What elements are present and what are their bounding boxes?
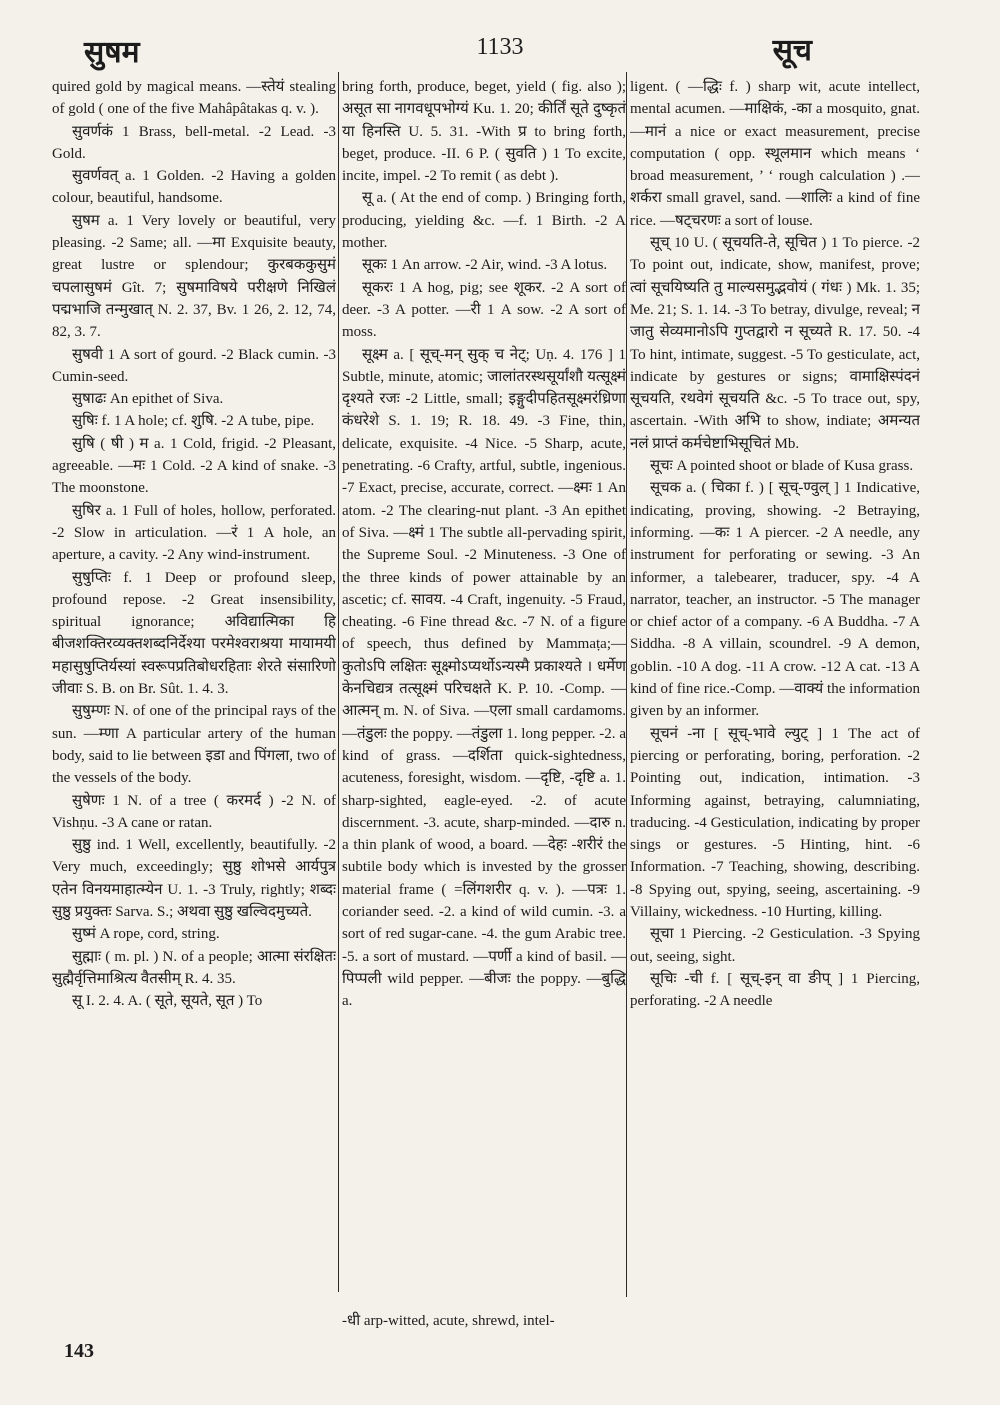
dictionary-entry: सूकरः 1 A hog, pig; see शूकर. -2 A sort of deer. -3 A potter. —री 1 A sow. -2 A sort of moss. xyxy=(342,279,626,341)
dictionary-entry: सुवर्णकं 1 Brass, bell-metal. -2 Lead. -3 Gold. xyxy=(52,123,336,162)
dictionary-entry: सूकः 1 An arrow. -2 Air, wind. -3 A lotus. xyxy=(362,257,608,274)
dictionary-entry: सूचक a. ( चिका f. ) [ सूच्-ण्वुल् ] 1 Indicative, indicating, proving, showing. -2 Betraying, informing. —कः 1 A piercer. -2 A needle, any instrument for perforating or sewing. -3 An informer, a talebearer, traducer, spy. -4 A narrator, teacher, an instructor. -5 The manager or chief actor of a company. -6 A Buddha. -7 A Siddha. -8 A villain, scoundrel. -9 A demon, goblin. -10 A dog. -11 A crow. -12 A cat. -13 A kind of fine rice.-Comp. —वाक्यं the information given by an informer. xyxy=(630,480,920,720)
dictionary-column-1 xyxy=(52,76,336,1346)
column-divider xyxy=(338,72,339,1292)
dictionary-entry: सू I. 2. 4. A. ( सूते, सूयते, सूत ) To xyxy=(72,993,263,1010)
dictionary-entry: सुषाढः An epithet of Siva. xyxy=(72,391,224,408)
page-number: 1133 xyxy=(476,34,524,60)
dictionary-entry: सुषेणः 1 N. of a tree ( करमर्द ) -2 N. of Vishṇu. -3 A cane or ratan. xyxy=(52,792,336,831)
page-header xyxy=(40,24,960,68)
dictionary-entry: सुषि ( षी ) म a. 1 Cold, frigid. -2 Pleasant, agreeable. —मः 1 Cold. -2 A kind of snake. -3 The moonstone. xyxy=(52,435,336,497)
dictionary-entry: सूचनं -ना [ सूच्-भावे ल्युट् ] 1 The act of piercing or perforating, boring, perforation. -2 Pointing out, indication, intimation. -3 Informing against, betraying, calumniating, traducing. -4 Gesticulation, indicating by proper sings or gestures. -5 Hinting, hint. -6 Information. -7 Teaching, showing, describing. -8 Spying out, spying, seeing, ascertaining. -9 Villainy, wickedness. -10 Hurting, killing. xyxy=(630,725,920,920)
dictionary-entry: सुषुप्तिः f. 1 Deep or profound sleep, profound repose. -2 Great insensibility, spiritual ignorance; अविद्यात्मिका हि बीजशक्तिरव्यक्तशब्दनिर्देश्या परमेश्वराश्रया मायामयी महासुषुप्तिर्यस्यां स्वरूपप्रतिबोधरहिताः शेरते संसारिणो जीवाः S. B. on Br. Sût. 1. 4. 3. xyxy=(52,569,336,698)
dictionary-column-3 xyxy=(630,76,920,1346)
dictionary-entry: सुषुम्णः N. of one of the principal rays of the sun. —म्णा A particular artery of the human body, said to lie between इडा and पिंगला, two of the vessels of the body. xyxy=(52,703,336,787)
signature-mark: 143 xyxy=(64,1340,94,1362)
dictionary-entry: सुषम a. 1 Very lovely or beautiful, very pleasing. -2 Same; all. —मा Exquisite beauty, great lustre or splendour; कुरबककुसुमं चपलासुषमं Gît. 7; सुषमाविषये परीक्षणे निखिलं पद्मभाजि तन्मुखात् N. 2. 37, Bv. 1 26, 2. 12, 74, 82, 3. 7. xyxy=(52,212,336,341)
continuation-line: -धी arp-witted, acute, shrewd, intel- xyxy=(342,1313,555,1329)
dictionary-column-2 xyxy=(342,76,626,1321)
dictionary-entry: सूचः A pointed shoot or blade of Kusa grass. xyxy=(650,458,914,475)
dictionary-entry: सुवर्णवत् a. 1 Golden. -2 Having a golden colour, beautiful, handsome. xyxy=(52,168,336,207)
dictionary-entry: सुषिर a. 1 Full of holes, hollow, perforated. -2 Slow in articulation. —रं 1 A hole, an aperture, a cavity. -2 Any wind-instrument. xyxy=(52,502,336,564)
left-guide-word: सुषम xyxy=(84,36,140,69)
dictionary-entry: सू a. ( At the end of comp. ) Bringing forth, producing, yielding &c. —f. 1 Birth. -2 A mother. xyxy=(342,190,626,252)
entry-continuation: quired gold by magical means. —स्तेयं stealing of gold ( one of the five Mahâpâtakas q. v. ). xyxy=(52,79,336,118)
entry-continuation: bring forth, produce, beget, yield ( fig. also ); असूत सा नागवधूपभोग्यं Ku. 1. 20; कीर्तिं सूते दुष्कृतं या हिनस्ति U. 5. 31. -With प्र to bring forth, beget, produce. -II. 6 P. ( सुवति ) 1 To excite, incite, impel. -2 To remit ( as debt ). xyxy=(342,79,626,185)
dictionary-entry: सूचिः -ची f. [ सूच्-इन् वा ङीप् ] 1 Piercing, perforating. -2 A needle xyxy=(630,970,920,1010)
dictionary-entry: सुषिः f. 1 A hole; cf. शुषि. -2 A tube, pipe. xyxy=(72,413,315,430)
dictionary-entry: सूक्ष्म a. [ सूच्-मन् सुक् च नेट्; Uṇ. 4. 176 ] 1 Subtle, minute, atomic; जालांतरस्थसूर्यांशौ यत्सूक्ष्मं दृश्यते रजः -2 Little, small; इङ्गुदीपहितसूक्ष्मरंध्रिणा कंधरेशे S. 1. 19; R. 18. 49. -3 Fine, thin, delicate, exquisite. -4 Nice. -5 Sharp, acute, penetrating. -6 Crafty, artful, subtle, ingenious. -7 Exact, precise, accurate, correct. —क्ष्मः 1 An atom. -2 The clearing-nut plant. -3 An epithet of Siva. —क्ष्मं 1 The subtle all-pervading spirit, the Supreme Soul. -2 Minuteness. -3 One of the three kinds of power attainable by an ascetic; cf. सावय. -4 Craft, ingenuity. -5 Fraud, cheating. -6 Fine thread &c. -7 N. of a figure of speech, thus defined by Mammaṭa;—कुतोऽपि लक्षितः सूक्ष्मोऽप्यर्थोऽन्यस्मै प्रकाश्यते । धर्मेण केनचिद्यत्र तत्सूक्ष्मं परिचक्षते K. P. 10. -Comp. —आत्मन् m. N. of Siva. —एला small cardamoms. —तंडुलः the poppy. —तंडुला 1. long pepper. -2. a kind of grass. —दर्शिता quick-sightedness, acuteness, foresight, wisdom. —दृष्टि, -दृष्टि a. 1. sharp-sighted, eagle-eyed. -2. of acute discernment. -3. acute, sharp-minded. —दारु n. a thin plank of wood, a board. —देहः -शरीरं the subtile body which is invested by the grosser material frame ( =लिंगशरीर q. v. ). —पत्रः 1. coriander seed. -2. a kind of wild cumin. -3. a sort of red sugar-cane. -4. the gum Arabic tree. -5. a sort of mustard. —पर्णी a kind of basil. —पिप्पली wild pepper. —बीजः the poppy. —बुद्धि a. xyxy=(342,346,626,1010)
column-divider xyxy=(626,72,627,1297)
entry-continuation: ligent. ( —द्धिः f. ) sharp wit, acute intellect, mental acumen. —माक्षिकं, -का a mosquito, gnat. —मानं a nice or exact measurement, precise computation ( opp. स्थूलमान which means ‘ broad measurement, ’ ‘ rough calculation ) .—शर्करा small gravel, sand. —शालिः a kind of fine rice. —षट्चरणः a sort of louse. xyxy=(630,79,920,229)
dictionary-entry: सुह्माः ( m. pl. ) N. of a people; आत्मा संरक्षितः सुह्मैर्वृत्तिमाश्रित्य वैतसीम् R. 4. 35. xyxy=(52,948,336,987)
right-guide-word: सूच xyxy=(772,34,812,67)
dictionary-entry: सुष्ठु ind. 1 Well, excellently, beautifully. -2 Very much, exceedingly; सुष्ठु शोभसे आर्यपुत्र एतेन विनयमाहात्म्येन U. 1. -3 Truly, rightly; शब्दः सुष्ठु प्रयुक्तः Sarva. S.; अथवा सुष्ठु खल्विदमुच्यते. xyxy=(52,837,336,920)
dictionary-entry: सुषवी 1 A sort of gourd. -2 Black cumin. -3 Cumin-seed. xyxy=(52,346,336,385)
dictionary-entry: सुष्मं A rope, cord, string. xyxy=(72,926,220,943)
dictionary-entry: सूच् 10 U. ( सूचयति-ते, सूचित ) 1 To pierce. -2 To point out, indicate, show, manifest, prove; त्वां सूचयिष्यति तु माल्यसमुद्भवोयं ( गंधः ) Mk. 1. 35; Me. 21; S. 1. 14. -3 To betray, divulge, reveal; न जातु सेव्यमानोऽपि गुप्तद्वारो न सूच्यते R. 17. 50. -4 To hint, intimate, suggest. -5 To gesticulate, act, indicate by gestures or signs; वामाक्षिस्पंदनं सूचयति, रथवेगं सूचयति &c. -5 To trace out, spy, ascertain. -With अभि to show, indiate; अमन्यत नलं प्राप्तं कर्मचेष्टाभिसूचितं Mb. xyxy=(630,235,920,452)
dictionary-entry: सूचा 1 Piercing. -2 Gesticulation. -3 Spying out, seeing, sight. xyxy=(630,926,920,965)
